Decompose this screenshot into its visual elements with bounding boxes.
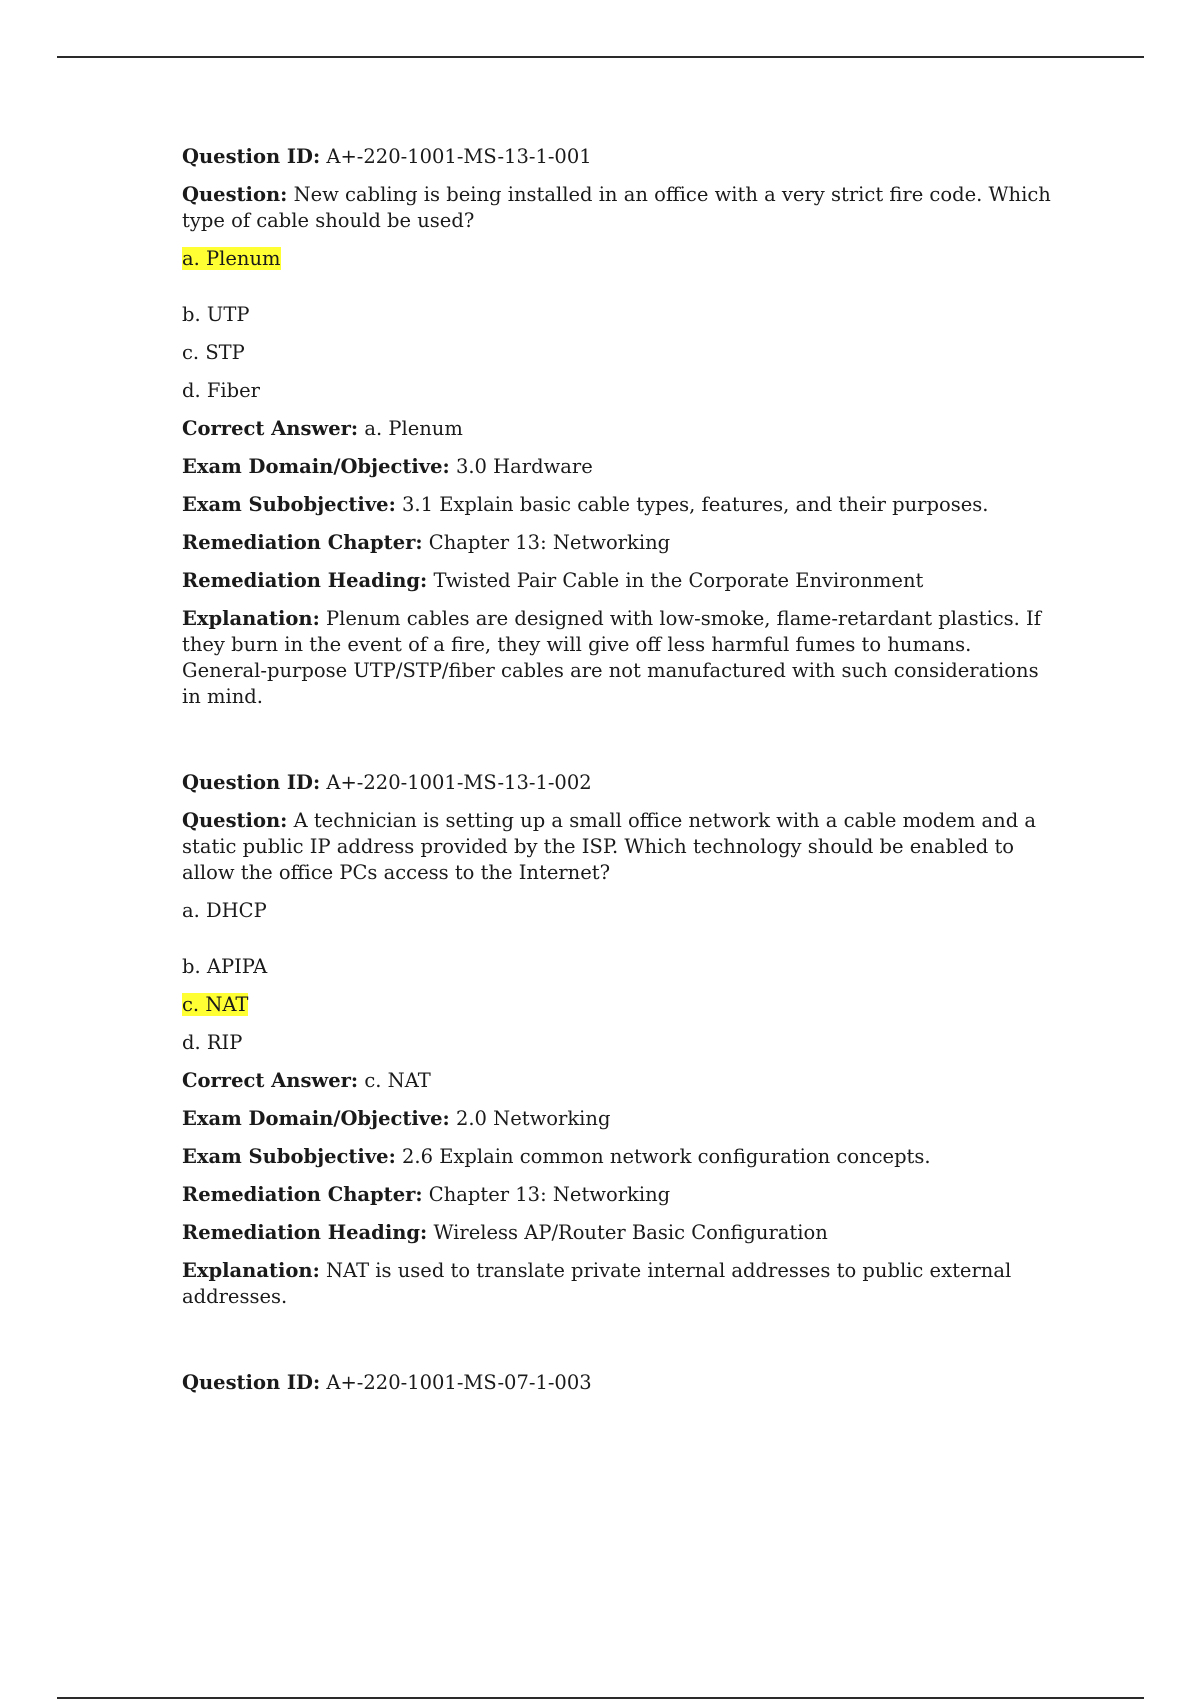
exam-subobjective-value: 2.6 Explain common network configuration concepts. bbox=[401, 1145, 931, 1168]
question-text: New cabling is being installed in an office with a very strict fire code. Which type of cable should be used? bbox=[182, 183, 1051, 232]
question-id-row bbox=[182, 1370, 1062, 1396]
answer-option-d: d. RIP bbox=[182, 1031, 243, 1054]
question-text: A technician is setting up a small office network with a cable modem and a static public IP address provided by the ISP. Which technology should be enabled to allow the office PCs access to the Internet? bbox=[182, 809, 1037, 884]
remediation-heading-value: Wireless AP/Router Basic Configuration bbox=[433, 1221, 828, 1244]
exam-subobjective-label: Exam Subobjective: bbox=[182, 1145, 396, 1168]
explanation-row bbox=[182, 606, 1062, 710]
question-id-value: A+-220-1001-MS-07-1-003 bbox=[326, 1371, 592, 1394]
exam-subobjective-label: Exam Subobjective: bbox=[182, 493, 396, 516]
remediation-heading-label: Remediation Heading: bbox=[182, 1221, 428, 1244]
exam-domain-label: Exam Domain/Objective: bbox=[182, 1107, 450, 1130]
question-label: Question: bbox=[182, 183, 288, 206]
correct-answer-label: Correct Answer: bbox=[182, 1069, 359, 1092]
exam-domain-value: 2.0 Networking bbox=[455, 1107, 611, 1130]
exam-subobjective-row bbox=[182, 1144, 1062, 1170]
correct-answer-row bbox=[182, 1068, 1062, 1094]
question-id-row bbox=[182, 144, 1062, 170]
answer-option-d: d. Fiber bbox=[182, 379, 260, 402]
remediation-heading-row bbox=[182, 568, 1062, 594]
correct-answer-row bbox=[182, 416, 1062, 442]
answer-option-a bbox=[182, 246, 1062, 272]
explanation-label: Explanation: bbox=[182, 607, 320, 630]
question-block-2 bbox=[182, 770, 1062, 1310]
question-id-row bbox=[182, 770, 1062, 796]
question-text-row bbox=[182, 808, 1062, 886]
question-block-1 bbox=[182, 144, 1062, 710]
answer-option-b: b. APIPA bbox=[182, 955, 268, 978]
remediation-heading-value: Twisted Pair Cable in the Corporate Environment bbox=[433, 569, 924, 592]
explanation-text: Plenum cables are designed with low-smoke, flame-retardant plastics. If they burn in the event of a fire, they will give off less harmful fumes to humans. General-purpose UTP/STP/fiber cables are not manufactured with such considerations in mind. bbox=[182, 607, 1041, 708]
exam-subobjective-row bbox=[182, 492, 1062, 518]
correct-answer-value: a. Plenum bbox=[364, 417, 463, 440]
highlighted-answer: c. NAT bbox=[182, 993, 249, 1016]
remediation-chapter-label: Remediation Chapter: bbox=[182, 531, 423, 554]
remediation-heading-row bbox=[182, 1220, 1062, 1246]
remediation-chapter-row bbox=[182, 1182, 1062, 1208]
answer-option-a: a. DHCP bbox=[182, 899, 267, 922]
remediation-heading-label: Remediation Heading: bbox=[182, 569, 428, 592]
answer-option-b: b. UTP bbox=[182, 303, 250, 326]
correct-answer-label: Correct Answer: bbox=[182, 417, 359, 440]
exam-domain-row bbox=[182, 454, 1062, 480]
document-body bbox=[182, 144, 1062, 1408]
remediation-chapter-row bbox=[182, 530, 1062, 556]
explanation-label: Explanation: bbox=[182, 1259, 320, 1282]
question-block-3 bbox=[182, 1370, 1062, 1396]
question-id-label: Question ID: bbox=[182, 145, 321, 168]
question-id-label: Question ID: bbox=[182, 1371, 321, 1394]
exam-domain-row bbox=[182, 1106, 1062, 1132]
exam-domain-label: Exam Domain/Objective: bbox=[182, 455, 450, 478]
remediation-chapter-value: Chapter 13: Networking bbox=[428, 531, 671, 554]
footer-rule bbox=[57, 1697, 1144, 1699]
question-id-value: A+-220-1001-MS-13-1-002 bbox=[326, 771, 592, 794]
highlighted-answer: a. Plenum bbox=[182, 247, 281, 270]
question-text-row bbox=[182, 182, 1062, 234]
question-id-label: Question ID: bbox=[182, 771, 321, 794]
correct-answer-value: c. NAT bbox=[364, 1069, 431, 1092]
exam-subobjective-value: 3.1 Explain basic cable types, features, and their purposes. bbox=[401, 493, 989, 516]
explanation-row bbox=[182, 1258, 1062, 1310]
exam-domain-value: 3.0 Hardware bbox=[455, 455, 593, 478]
question-id-value: A+-220-1001-MS-13-1-001 bbox=[326, 145, 592, 168]
remediation-chapter-value: Chapter 13: Networking bbox=[428, 1183, 671, 1206]
explanation-text: NAT is used to translate private internal addresses to public external addresses. bbox=[182, 1259, 1012, 1308]
answer-option-c: c. STP bbox=[182, 341, 245, 364]
remediation-chapter-label: Remediation Chapter: bbox=[182, 1183, 423, 1206]
header-rule bbox=[57, 56, 1144, 58]
answer-option-c bbox=[182, 992, 1062, 1018]
question-label: Question: bbox=[182, 809, 288, 832]
